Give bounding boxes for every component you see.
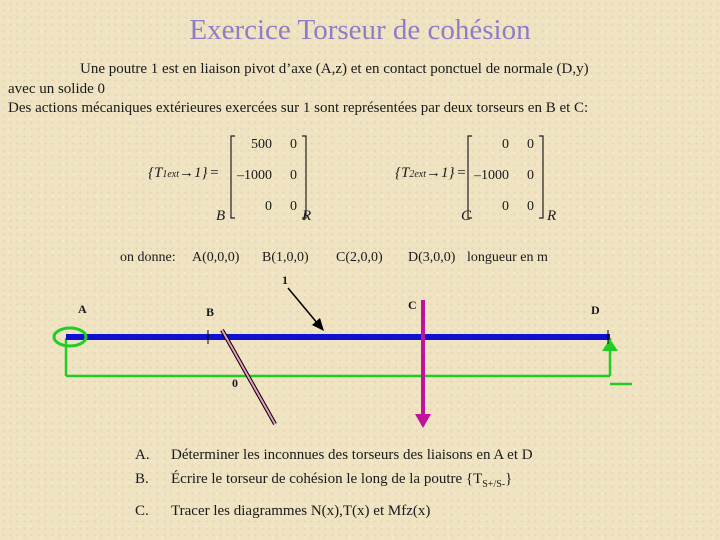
intro-line-3: Des actions mécaniques extérieures exercées sur 1 sont représentées par deux torseurs en B et C: [8, 100, 589, 116]
intro-line-1: Une poutre 1 est en liaison pivot d’axe (A,z) et en contact ponctuel de normale (D,y) [80, 61, 589, 77]
question-letter: B. [135, 471, 149, 487]
force-arrow-C [415, 300, 431, 428]
matrix-cell: 0 [502, 199, 509, 214]
question-letter: C. [135, 503, 149, 519]
contact-D-triangle [602, 339, 618, 351]
matrix-cell: 500 [251, 137, 272, 152]
torsor-1-point: B [216, 208, 226, 224]
torsor-2-col2 [509, 129, 534, 222]
matrix-cell: 0 [265, 199, 272, 214]
torsor-1 [140, 132, 330, 227]
torsor-2 [387, 132, 577, 227]
force-arrow-B [288, 288, 324, 331]
beam-label: 1 [282, 273, 288, 287]
torsor-1-col1 [232, 129, 272, 222]
matrix-cell: –1000 [474, 168, 509, 183]
question-letter: A. [135, 447, 150, 463]
given-unit: longueur en m [467, 250, 548, 265]
question-text: Tracer les diagrammes N(x),T(x) et Mfz(x) [171, 503, 431, 519]
given-D: D(3,0,0) [408, 250, 456, 265]
problem-statement [8, 60, 716, 119]
support-frame [66, 338, 632, 384]
matrix-cell: 0 [527, 168, 534, 183]
question-text: Déterminer les inconnues des torseurs des liaisons en A et D [171, 447, 533, 463]
torsor-2-basis: R [547, 208, 557, 224]
beam-diagram [0, 270, 720, 470]
given-A: A(0,0,0) [192, 250, 240, 265]
intro-line-2: avec un solide 0 [8, 80, 106, 97]
matrix-cell: –1000 [237, 168, 272, 183]
page-title: Exercice Torseur de cohésion [189, 14, 531, 46]
torsor-2-point: C [461, 208, 472, 224]
matrix-cell: 0 [527, 137, 534, 152]
question-text: Écrire le torseur de cohésion le long de la poutre $\{T_{S+/S-}\}$ [171, 471, 513, 490]
torsor-2-label: {T2ext→1} = [395, 165, 467, 181]
torsor-1-label: {T1ext→1} = [148, 165, 220, 181]
matrix-cell: 0 [290, 168, 297, 183]
point-B-label: B [206, 305, 215, 319]
torsor-2-col1 [469, 129, 509, 222]
given-B: B(1,0,0) [262, 250, 309, 265]
ground-label: 0 [232, 376, 238, 390]
torsor-1-basis: R [302, 208, 312, 224]
point-D-label: D [591, 303, 600, 317]
matrix-cell: 0 [290, 199, 297, 214]
given-prefix: on donne: [120, 250, 176, 265]
given-C: C(2,0,0) [336, 250, 383, 265]
matrix-cell: 0 [502, 137, 509, 152]
point-C-label: C [408, 298, 417, 312]
torsor-1-col2 [272, 129, 297, 222]
point-A-label: A [78, 302, 87, 316]
matrix-cell: 0 [527, 199, 534, 214]
matrix-cell: 0 [290, 137, 297, 152]
